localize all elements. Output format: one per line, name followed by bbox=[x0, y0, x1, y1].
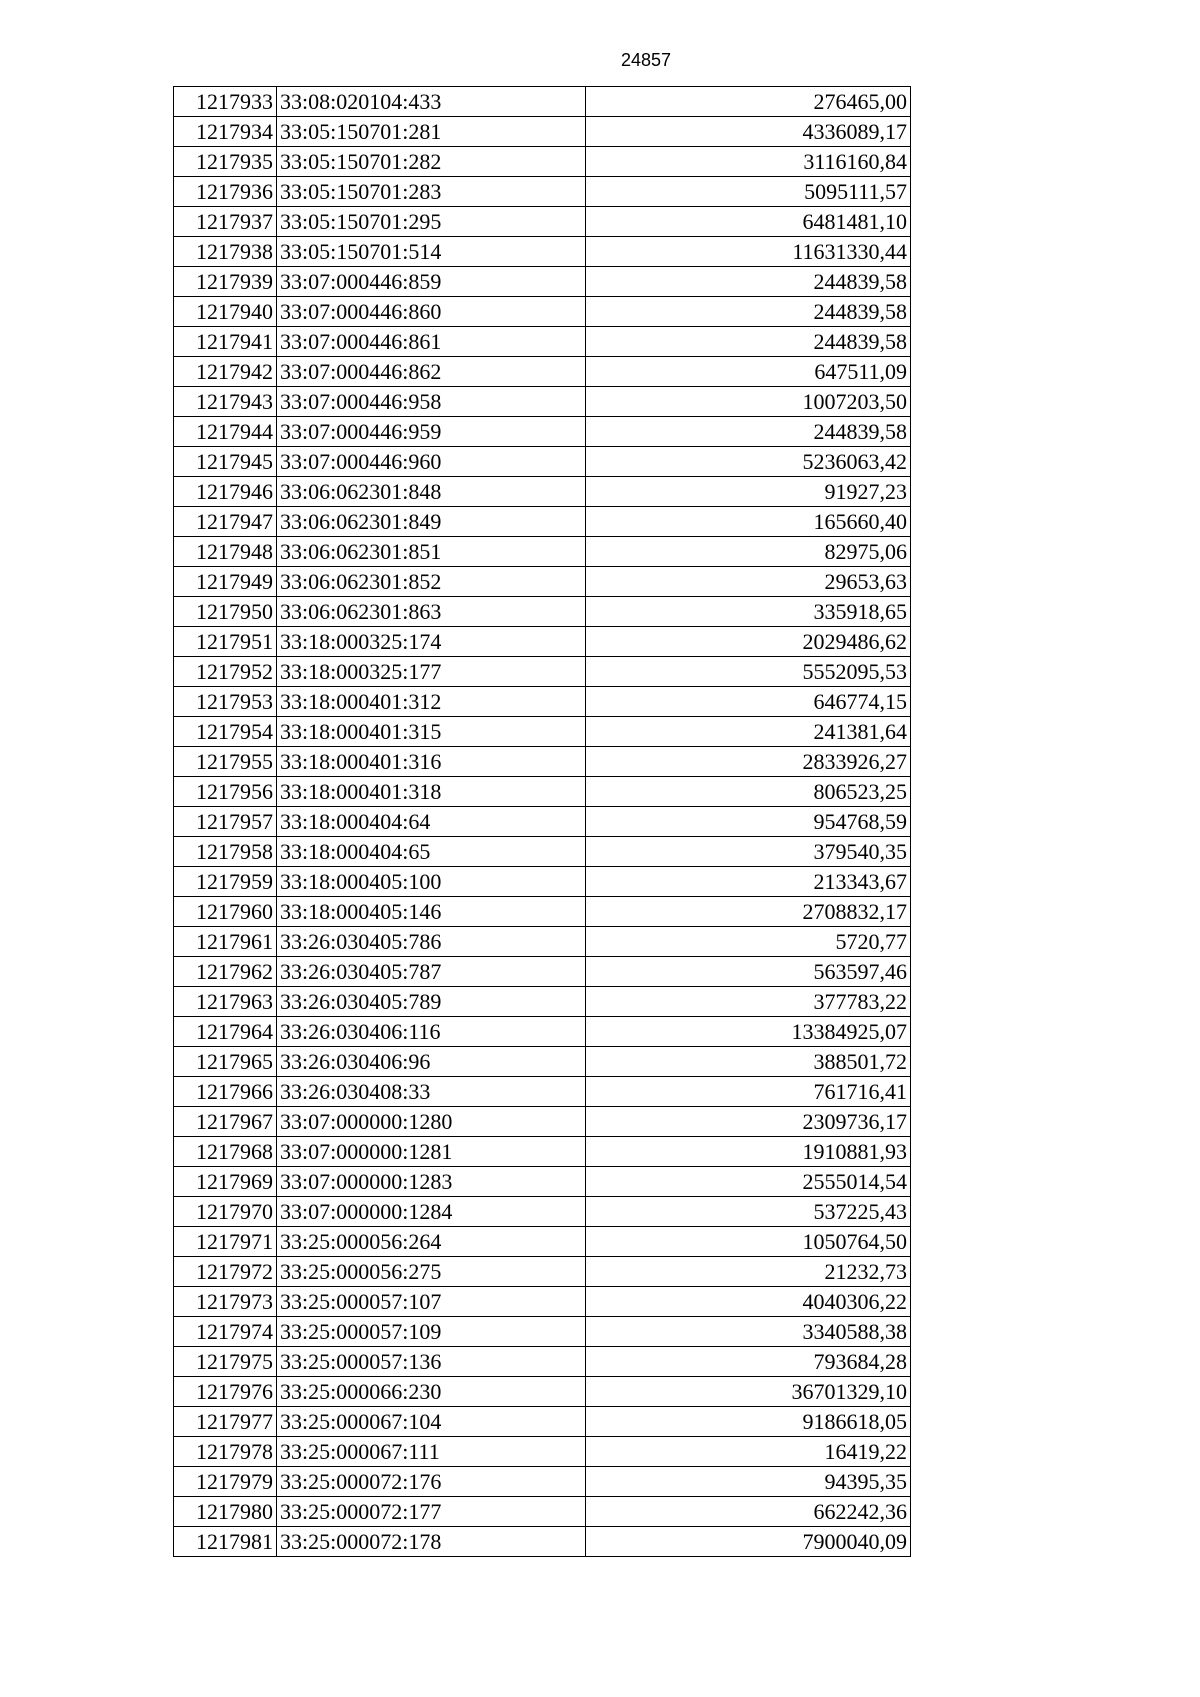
row-id-cell: 1217965 bbox=[174, 1047, 277, 1077]
cadastral-number-cell: 33:06:062301:852 bbox=[277, 567, 586, 597]
cadastral-value-cell: 244839,58 bbox=[586, 327, 911, 357]
row-id-cell: 1217949 bbox=[174, 567, 277, 597]
row-id-cell: 1217935 bbox=[174, 147, 277, 177]
table-row bbox=[174, 1137, 911, 1167]
row-id-cell: 1217955 bbox=[174, 747, 277, 777]
cadastral-number-cell: 33:25:000056:264 bbox=[277, 1227, 586, 1257]
row-id-cell: 1217948 bbox=[174, 537, 277, 567]
row-id-cell: 1217947 bbox=[174, 507, 277, 537]
cadastral-number-cell: 33:07:000446:958 bbox=[277, 387, 586, 417]
cadastral-number-cell: 33:18:000401:312 bbox=[277, 687, 586, 717]
cadastral-value-cell: 6481481,10 bbox=[586, 207, 911, 237]
row-id-cell: 1217936 bbox=[174, 177, 277, 207]
cadastral-value-cell: 241381,64 bbox=[586, 717, 911, 747]
table-row bbox=[174, 477, 911, 507]
cadastral-value-cell: 2833926,27 bbox=[586, 747, 911, 777]
row-id-cell: 1217942 bbox=[174, 357, 277, 387]
cadastral-value-cell: 761716,41 bbox=[586, 1077, 911, 1107]
cadastral-value-cell: 13384925,07 bbox=[586, 1017, 911, 1047]
cadastral-number-cell: 33:18:000401:315 bbox=[277, 717, 586, 747]
cadastral-value-cell: 5720,77 bbox=[586, 927, 911, 957]
row-id-cell: 1217933 bbox=[174, 87, 277, 117]
table-row bbox=[174, 1017, 911, 1047]
table-row bbox=[174, 1377, 911, 1407]
row-id-cell: 1217961 bbox=[174, 927, 277, 957]
cadastral-value-cell: 94395,35 bbox=[586, 1467, 911, 1497]
cadastral-number-cell: 33:26:030406:96 bbox=[277, 1047, 586, 1077]
cadastral-value-cell: 244839,58 bbox=[586, 297, 911, 327]
row-id-cell: 1217974 bbox=[174, 1317, 277, 1347]
cadastral-number-cell: 33:25:000066:230 bbox=[277, 1377, 586, 1407]
row-id-cell: 1217937 bbox=[174, 207, 277, 237]
cadastral-value-cell: 4040306,22 bbox=[586, 1287, 911, 1317]
table-row bbox=[174, 1407, 911, 1437]
cadastral-number-cell: 33:05:150701:283 bbox=[277, 177, 586, 207]
cadastral-value-table bbox=[173, 86, 911, 1557]
cadastral-number-cell: 33:25:000067:111 bbox=[277, 1437, 586, 1467]
row-id-cell: 1217979 bbox=[174, 1467, 277, 1497]
cadastral-value-cell: 244839,58 bbox=[586, 417, 911, 447]
cadastral-number-cell: 33:07:000000:1280 bbox=[277, 1107, 586, 1137]
table-row bbox=[174, 837, 911, 867]
cadastral-number-cell: 33:06:062301:848 bbox=[277, 477, 586, 507]
cadastral-number-cell: 33:26:030408:33 bbox=[277, 1077, 586, 1107]
cadastral-value-cell: 276465,00 bbox=[586, 87, 911, 117]
row-id-cell: 1217951 bbox=[174, 627, 277, 657]
table-row bbox=[174, 447, 911, 477]
row-id-cell: 1217952 bbox=[174, 657, 277, 687]
row-id-cell: 1217940 bbox=[174, 297, 277, 327]
cadastral-number-cell: 33:05:150701:295 bbox=[277, 207, 586, 237]
cadastral-number-cell: 33:05:150701:281 bbox=[277, 117, 586, 147]
row-id-cell: 1217971 bbox=[174, 1227, 277, 1257]
row-id-cell: 1217957 bbox=[174, 807, 277, 837]
cadastral-value-cell: 16419,22 bbox=[586, 1437, 911, 1467]
cadastral-number-cell: 33:26:030405:786 bbox=[277, 927, 586, 957]
table-row bbox=[174, 177, 911, 207]
cadastral-number-cell: 33:18:000401:318 bbox=[277, 777, 586, 807]
cadastral-value-cell: 3116160,84 bbox=[586, 147, 911, 177]
table-row bbox=[174, 417, 911, 447]
table-row bbox=[174, 957, 911, 987]
table-row bbox=[174, 1437, 911, 1467]
row-id-cell: 1217962 bbox=[174, 957, 277, 987]
cadastral-value-cell: 954768,59 bbox=[586, 807, 911, 837]
cadastral-value-cell: 563597,46 bbox=[586, 957, 911, 987]
row-id-cell: 1217978 bbox=[174, 1437, 277, 1467]
table-row bbox=[174, 237, 911, 267]
cadastral-number-cell: 33:08:020104:433 bbox=[277, 87, 586, 117]
cadastral-number-cell: 33:25:000072:178 bbox=[277, 1527, 586, 1557]
table-row bbox=[174, 1317, 911, 1347]
cadastral-value-cell: 793684,28 bbox=[586, 1347, 911, 1377]
table-row bbox=[174, 117, 911, 147]
cadastral-number-cell: 33:26:030406:116 bbox=[277, 1017, 586, 1047]
table-row bbox=[174, 1497, 911, 1527]
cadastral-number-cell: 33:07:000446:960 bbox=[277, 447, 586, 477]
cadastral-value-cell: 662242,36 bbox=[586, 1497, 911, 1527]
table-body bbox=[174, 87, 911, 1557]
cadastral-value-cell: 2029486,62 bbox=[586, 627, 911, 657]
cadastral-value-cell: 29653,63 bbox=[586, 567, 911, 597]
cadastral-value-cell: 7900040,09 bbox=[586, 1527, 911, 1557]
row-id-cell: 1217976 bbox=[174, 1377, 277, 1407]
cadastral-value-cell: 1050764,50 bbox=[586, 1227, 911, 1257]
table-row bbox=[174, 147, 911, 177]
cadastral-number-cell: 33:07:000446:861 bbox=[277, 327, 586, 357]
cadastral-number-cell: 33:07:000000:1281 bbox=[277, 1137, 586, 1167]
cadastral-value-cell: 537225,43 bbox=[586, 1197, 911, 1227]
cadastral-value-cell: 91927,23 bbox=[586, 477, 911, 507]
cadastral-number-cell: 33:18:000404:65 bbox=[277, 837, 586, 867]
cadastral-number-cell: 33:25:000057:109 bbox=[277, 1317, 586, 1347]
cadastral-value-cell: 4336089,17 bbox=[586, 117, 911, 147]
table-row bbox=[174, 1527, 911, 1557]
row-id-cell: 1217939 bbox=[174, 267, 277, 297]
cadastral-number-cell: 33:07:000000:1284 bbox=[277, 1197, 586, 1227]
table-row bbox=[174, 597, 911, 627]
row-id-cell: 1217964 bbox=[174, 1017, 277, 1047]
row-id-cell: 1217980 bbox=[174, 1497, 277, 1527]
row-id-cell: 1217950 bbox=[174, 597, 277, 627]
cadastral-number-cell: 33:07:000446:860 bbox=[277, 297, 586, 327]
table-row bbox=[174, 1197, 911, 1227]
row-id-cell: 1217963 bbox=[174, 987, 277, 1017]
row-id-cell: 1217970 bbox=[174, 1197, 277, 1227]
cadastral-value-cell: 2309736,17 bbox=[586, 1107, 911, 1137]
row-id-cell: 1217938 bbox=[174, 237, 277, 267]
row-id-cell: 1217966 bbox=[174, 1077, 277, 1107]
table-row bbox=[174, 507, 911, 537]
row-id-cell: 1217945 bbox=[174, 447, 277, 477]
cadastral-number-cell: 33:05:150701:282 bbox=[277, 147, 586, 177]
cadastral-value-cell: 646774,15 bbox=[586, 687, 911, 717]
table-row bbox=[174, 927, 911, 957]
cadastral-number-cell: 33:18:000405:146 bbox=[277, 897, 586, 927]
row-id-cell: 1217981 bbox=[174, 1527, 277, 1557]
cadastral-number-cell: 33:18:000325:174 bbox=[277, 627, 586, 657]
table-row bbox=[174, 1287, 911, 1317]
cadastral-number-cell: 33:07:000446:959 bbox=[277, 417, 586, 447]
cadastral-value-cell: 388501,72 bbox=[586, 1047, 911, 1077]
row-id-cell: 1217967 bbox=[174, 1107, 277, 1137]
cadastral-number-cell: 33:18:000405:100 bbox=[277, 867, 586, 897]
table-row bbox=[174, 267, 911, 297]
cadastral-number-cell: 33:26:030405:787 bbox=[277, 957, 586, 987]
table-row bbox=[174, 1257, 911, 1287]
table-row bbox=[174, 747, 911, 777]
table-row bbox=[174, 627, 911, 657]
cadastral-value-cell: 36701329,10 bbox=[586, 1377, 911, 1407]
table-row bbox=[174, 1167, 911, 1197]
cadastral-number-cell: 33:25:000072:176 bbox=[277, 1467, 586, 1497]
table-row bbox=[174, 897, 911, 927]
row-id-cell: 1217934 bbox=[174, 117, 277, 147]
table-row bbox=[174, 1347, 911, 1377]
row-id-cell: 1217975 bbox=[174, 1347, 277, 1377]
cadastral-value-cell: 5552095,53 bbox=[586, 657, 911, 687]
cadastral-value-cell: 21232,73 bbox=[586, 1257, 911, 1287]
cadastral-value-cell: 1910881,93 bbox=[586, 1137, 911, 1167]
cadastral-number-cell: 33:25:000067:104 bbox=[277, 1407, 586, 1437]
row-id-cell: 1217958 bbox=[174, 837, 277, 867]
row-id-cell: 1217946 bbox=[174, 477, 277, 507]
table-row bbox=[174, 717, 911, 747]
row-id-cell: 1217956 bbox=[174, 777, 277, 807]
table-row bbox=[174, 1077, 911, 1107]
table-row bbox=[174, 567, 911, 597]
table-row bbox=[174, 387, 911, 417]
cadastral-value-cell: 82975,06 bbox=[586, 537, 911, 567]
table-row bbox=[174, 1227, 911, 1257]
table-row bbox=[174, 1107, 911, 1137]
cadastral-value-cell: 213343,67 bbox=[586, 867, 911, 897]
table-row bbox=[174, 687, 911, 717]
cadastral-value-cell: 5236063,42 bbox=[586, 447, 911, 477]
row-id-cell: 1217954 bbox=[174, 717, 277, 747]
table-row bbox=[174, 207, 911, 237]
cadastral-number-cell: 33:06:062301:851 bbox=[277, 537, 586, 567]
cadastral-value-cell: 3340588,38 bbox=[586, 1317, 911, 1347]
cadastral-value-cell: 806523,25 bbox=[586, 777, 911, 807]
cadastral-number-cell: 33:25:000072:177 bbox=[277, 1497, 586, 1527]
cadastral-number-cell: 33:05:150701:514 bbox=[277, 237, 586, 267]
cadastral-value-cell: 2708832,17 bbox=[586, 897, 911, 927]
cadastral-number-cell: 33:18:000404:64 bbox=[277, 807, 586, 837]
cadastral-value-cell: 379540,35 bbox=[586, 837, 911, 867]
cadastral-value-cell: 1007203,50 bbox=[586, 387, 911, 417]
cadastral-number-cell: 33:25:000057:107 bbox=[277, 1287, 586, 1317]
table-row bbox=[174, 807, 911, 837]
cadastral-value-cell: 2555014,54 bbox=[586, 1167, 911, 1197]
table-row bbox=[174, 537, 911, 567]
cadastral-number-cell: 33:07:000000:1283 bbox=[277, 1167, 586, 1197]
table-row bbox=[174, 987, 911, 1017]
page-number: 24857 bbox=[620, 50, 672, 70]
cadastral-value-cell: 9186618,05 bbox=[586, 1407, 911, 1437]
cadastral-value-cell: 377783,22 bbox=[586, 987, 911, 1017]
row-id-cell: 1217977 bbox=[174, 1407, 277, 1437]
cadastral-value-cell: 244839,58 bbox=[586, 267, 911, 297]
cadastral-number-cell: 33:25:000057:136 bbox=[277, 1347, 586, 1377]
table-row bbox=[174, 327, 911, 357]
row-id-cell: 1217960 bbox=[174, 897, 277, 927]
cadastral-number-cell: 33:18:000401:316 bbox=[277, 747, 586, 777]
cadastral-number-cell: 33:07:000446:859 bbox=[277, 267, 586, 297]
row-id-cell: 1217968 bbox=[174, 1137, 277, 1167]
table-row bbox=[174, 657, 911, 687]
table-row bbox=[174, 1047, 911, 1077]
table-row bbox=[174, 87, 911, 117]
row-id-cell: 1217973 bbox=[174, 1287, 277, 1317]
cadastral-value-cell: 335918,65 bbox=[586, 597, 911, 627]
table-row bbox=[174, 867, 911, 897]
row-id-cell: 1217944 bbox=[174, 417, 277, 447]
row-id-cell: 1217943 bbox=[174, 387, 277, 417]
table-row bbox=[174, 1467, 911, 1497]
cadastral-number-cell: 33:06:062301:849 bbox=[277, 507, 586, 537]
table-row bbox=[174, 357, 911, 387]
row-id-cell: 1217953 bbox=[174, 687, 277, 717]
table-row bbox=[174, 777, 911, 807]
cadastral-number-cell: 33:18:000325:177 bbox=[277, 657, 586, 687]
cadastral-value-cell: 5095111,57 bbox=[586, 177, 911, 207]
cadastral-value-cell: 165660,40 bbox=[586, 507, 911, 537]
row-id-cell: 1217969 bbox=[174, 1167, 277, 1197]
row-id-cell: 1217959 bbox=[174, 867, 277, 897]
cadastral-number-cell: 33:26:030405:789 bbox=[277, 987, 586, 1017]
row-id-cell: 1217972 bbox=[174, 1257, 277, 1287]
cadastral-number-cell: 33:07:000446:862 bbox=[277, 357, 586, 387]
table-row bbox=[174, 297, 911, 327]
cadastral-number-cell: 33:25:000056:275 bbox=[277, 1257, 586, 1287]
cadastral-value-cell: 647511,09 bbox=[586, 357, 911, 387]
cadastral-value-cell: 11631330,44 bbox=[586, 237, 911, 267]
cadastral-number-cell: 33:06:062301:863 bbox=[277, 597, 586, 627]
row-id-cell: 1217941 bbox=[174, 327, 277, 357]
